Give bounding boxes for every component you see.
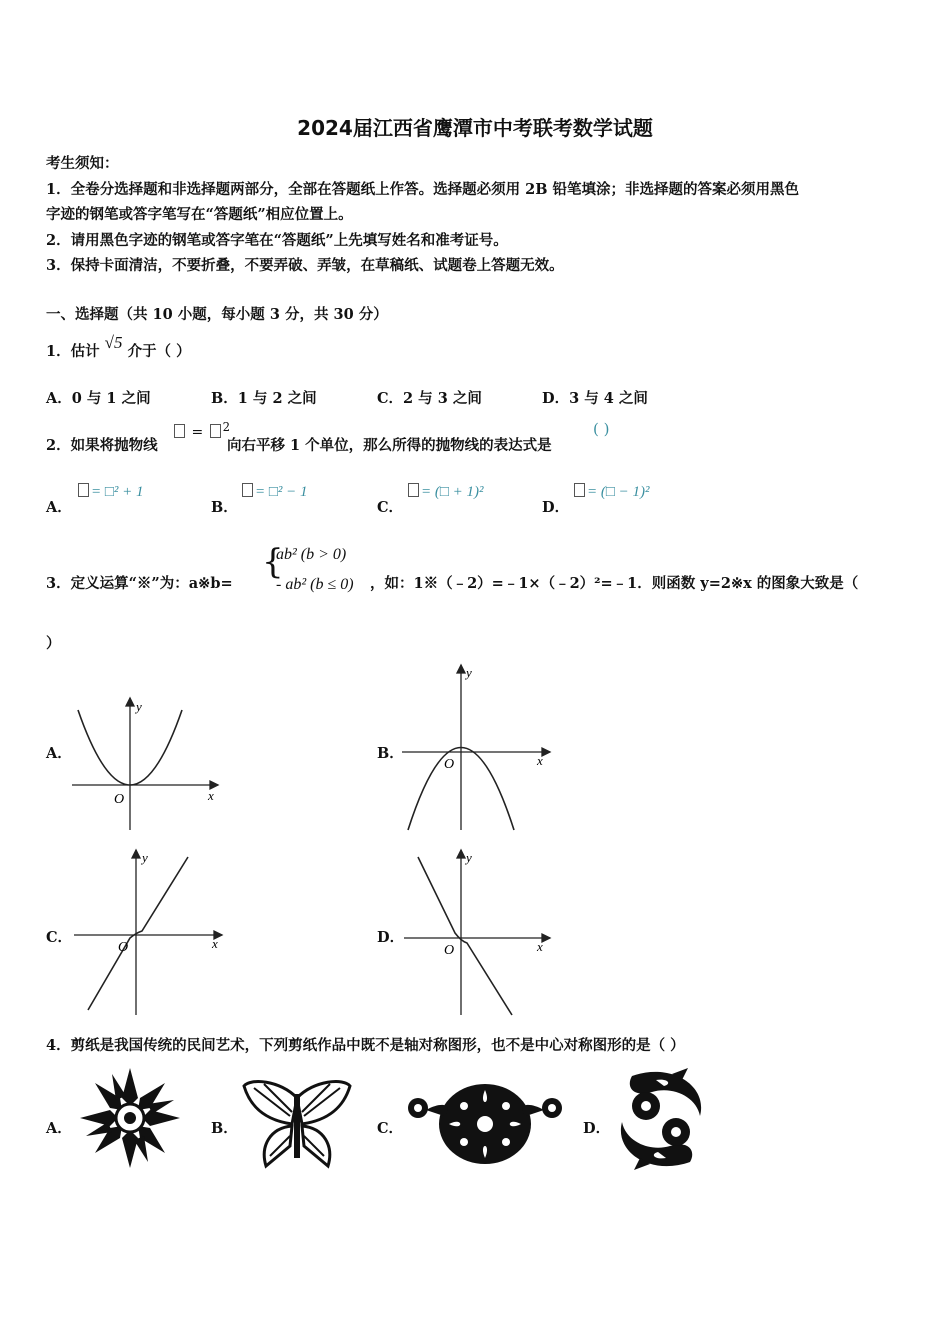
q2-option-b bbox=[240, 482, 308, 501]
curve bbox=[88, 857, 188, 1010]
q2-option-c-expr: = (□ + 1)² bbox=[421, 484, 484, 500]
y-label: y bbox=[466, 850, 472, 865]
y-arrow-icon bbox=[132, 850, 140, 858]
notice-line-1a: 1．全卷分选择题和非选择题两部分，全部在答题纸上作答。选择题必须用 2B 铅笔填涂；非选择题的答案必须用黑色 bbox=[46, 181, 800, 198]
q3-suffix: ，如：1※（﹣2）=﹣1×（﹣2）²=﹣1．则函数 y=2※x 的图象大致是（ bbox=[370, 575, 859, 592]
placeholder-symbol bbox=[574, 483, 585, 497]
q2-label-d: D． bbox=[542, 499, 570, 516]
q3-graph-b bbox=[400, 660, 560, 835]
q3-case-1: ab² (b > 0) bbox=[276, 546, 347, 563]
q3-label-b: B． bbox=[377, 745, 404, 762]
q2-answer-paren: ( ) bbox=[593, 420, 610, 438]
q3-label-c: C． bbox=[46, 929, 73, 946]
origin-label: O bbox=[114, 792, 125, 807]
x-label: x bbox=[212, 936, 218, 951]
placeholder-symbol bbox=[174, 424, 185, 438]
papercut-flower-icon bbox=[78, 1066, 182, 1170]
q1-option-b: B．1 与 2 之间 bbox=[211, 390, 317, 407]
q1-option-a: A．0 与 1 之间 bbox=[46, 390, 151, 407]
y-arrow-icon bbox=[457, 665, 465, 673]
notice-line-3: 3．保持卡面清洁，不要折叠，不要弄破、弄皱，在草稿纸、试题卷上答题无效。 bbox=[46, 257, 564, 274]
q2-label-a: A． bbox=[46, 499, 72, 516]
notice-line-1b: 字迹的钢笔或答字笔写在“答题纸”相应位置上。 bbox=[46, 206, 353, 223]
q3-case-2: - ab² (b ≤ 0) bbox=[276, 576, 354, 593]
q1-stem bbox=[46, 333, 191, 361]
y-arrow-icon bbox=[457, 850, 465, 858]
q2-option-d bbox=[572, 482, 650, 501]
q1-prefix: 1．估计 bbox=[46, 343, 100, 360]
placeholder-symbol bbox=[408, 483, 419, 497]
notice-line-2: 2．请用黑色字迹的钢笔或答字笔在“答题纸”上先填写姓名和准考证号。 bbox=[46, 232, 508, 249]
q2-original-parabola: = $^2$ bbox=[172, 420, 230, 441]
q3-graph-c bbox=[70, 845, 230, 1020]
placeholder-symbol bbox=[78, 483, 89, 497]
placeholder-symbol bbox=[210, 424, 221, 438]
q2-option-b-expr: = □² − 1 bbox=[255, 484, 308, 500]
q3-prefix: 3．定义运算“※”为：a※b= bbox=[46, 575, 233, 592]
q4-label-b: B． bbox=[211, 1120, 238, 1137]
q4-label-a: A． bbox=[46, 1120, 72, 1137]
q2-label-c: C． bbox=[377, 499, 404, 516]
origin-label: O bbox=[118, 940, 129, 955]
x-label: x bbox=[208, 788, 214, 803]
q2-option-a-expr: = □² + 1 bbox=[91, 484, 144, 500]
notice-heading: 考生须知： bbox=[46, 155, 119, 172]
q1-option-d: D．3 与 4 之间 bbox=[542, 390, 648, 407]
y-arrow-icon bbox=[126, 698, 134, 706]
curve bbox=[418, 857, 512, 1015]
q1-radical: √5 bbox=[104, 333, 123, 352]
origin-label: O bbox=[444, 943, 455, 958]
q4-stem: 4．剪纸是我国传统的民间艺术，下列剪纸作品中既不是轴对称图形，也不是中心对称图形的是（ ） bbox=[46, 1037, 685, 1054]
q2-option-a bbox=[76, 482, 144, 501]
papercut-ornament-icon bbox=[404, 1076, 566, 1170]
x-label: x bbox=[537, 939, 543, 954]
section-heading: 一、选择题（共 10 小题，每小题 3 分，共 30 分） bbox=[46, 306, 388, 323]
x-label: x bbox=[537, 753, 543, 768]
q2-option-c bbox=[406, 482, 484, 501]
q1-suffix: 介于（ ） bbox=[127, 343, 191, 360]
q3-graph-d bbox=[400, 845, 560, 1020]
q2-middle-text: 向右平移 1 个单位，那么所得的抛物线的表达式是 bbox=[227, 437, 552, 454]
q2-label-b: B． bbox=[211, 499, 238, 516]
q3-brace: { bbox=[262, 542, 284, 582]
q3-close: ） bbox=[46, 635, 61, 652]
y-label: y bbox=[466, 665, 472, 680]
q3-graph-a bbox=[70, 690, 225, 835]
page-title: 2024届江西省鹰潭市中考联考数学试题 bbox=[297, 116, 653, 140]
origin-label: O bbox=[444, 757, 455, 772]
papercut-butterfly-icon bbox=[240, 1076, 354, 1172]
q2-option-d-expr: = (□ − 1)² bbox=[587, 484, 650, 500]
q4-label-c: C． bbox=[377, 1120, 404, 1137]
y-label: y bbox=[142, 850, 148, 865]
q1-option-c: C．2 与 3 之间 bbox=[377, 390, 482, 407]
q2-prefix: 2．如果将抛物线 bbox=[46, 437, 158, 454]
y-label: y bbox=[136, 699, 142, 714]
q4-label-d: D． bbox=[583, 1120, 611, 1137]
papercut-swirl-icon bbox=[612, 1066, 710, 1172]
q3-label-a: A． bbox=[46, 745, 72, 762]
placeholder-symbol bbox=[242, 483, 253, 497]
x-arrow-icon bbox=[542, 748, 550, 756]
x-arrow-icon bbox=[542, 934, 550, 942]
q3-label-d: D． bbox=[377, 929, 405, 946]
